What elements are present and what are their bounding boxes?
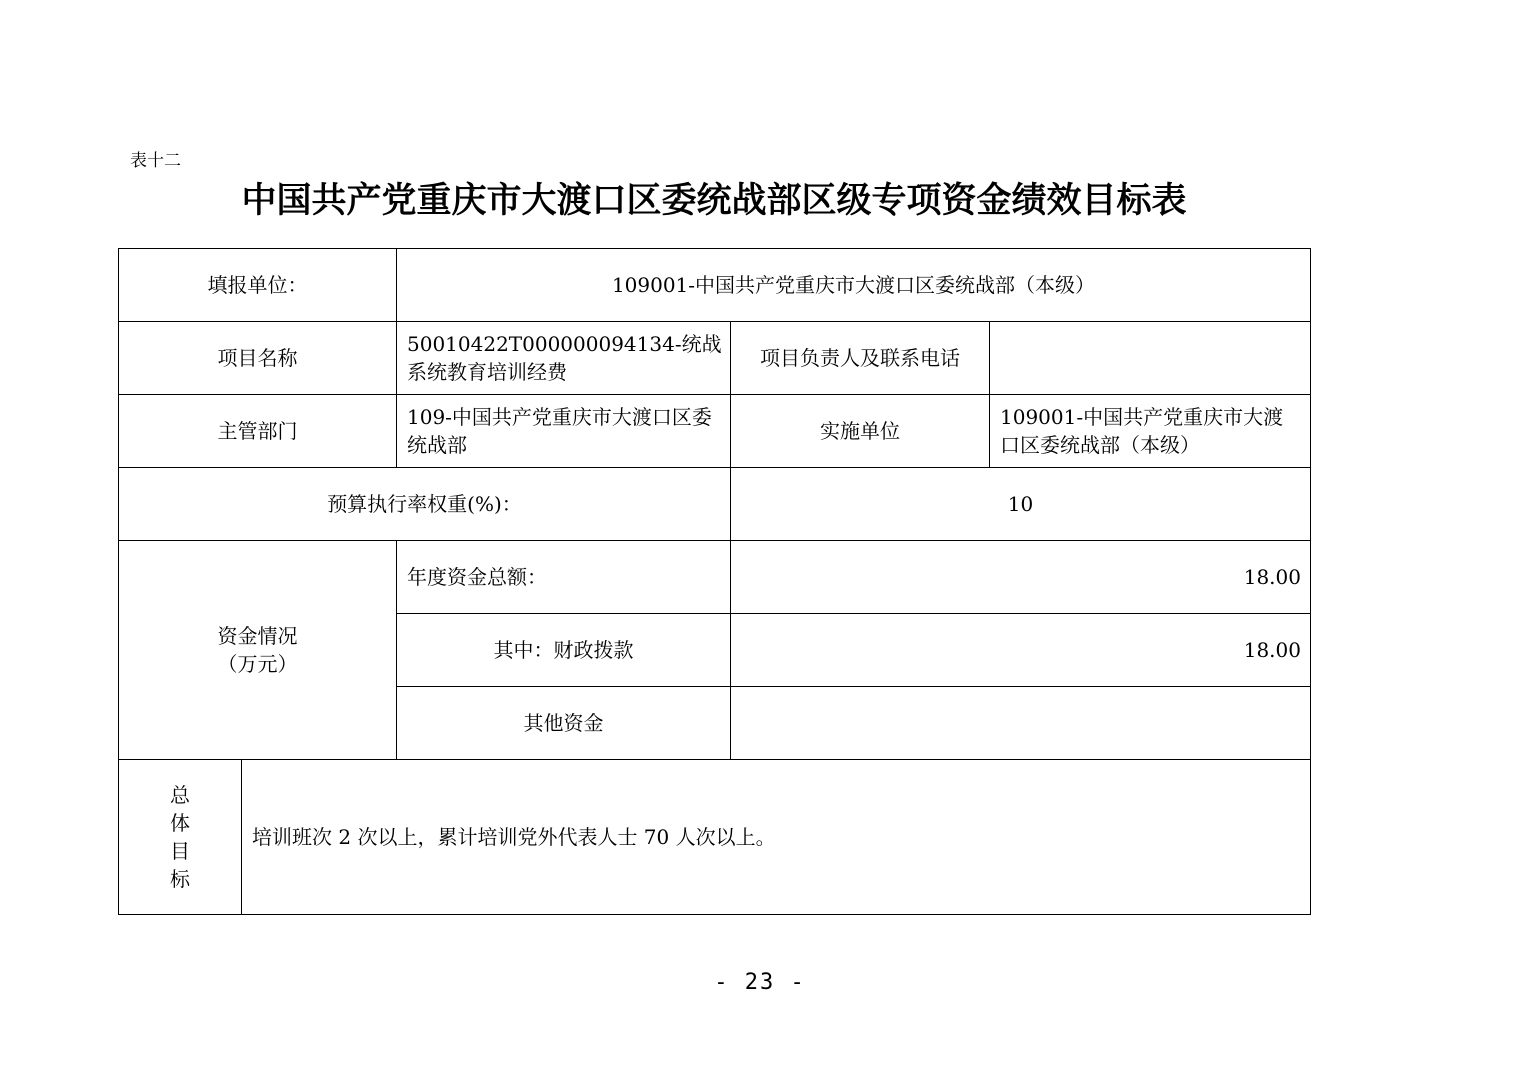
budget-rate-value: 10 — [730, 467, 1311, 541]
overall-goal-char: 标 — [170, 867, 190, 891]
overall-goal-char: 体 — [170, 811, 190, 835]
annual-total-value: 18.00 — [730, 540, 1311, 614]
annual-total-label: 年度资金总额： — [396, 540, 731, 614]
project-name-label: 项目名称 — [118, 321, 397, 395]
funds-label-line1: 资金情况 — [217, 624, 298, 648]
reporting-unit-label: 填报单位： — [118, 248, 397, 322]
page-number: - 23 - — [714, 970, 806, 995]
supervising-dept-value: 109-中国共产党重庆市大渡口区委统战部 — [396, 394, 731, 468]
fiscal-allocation-label: 其中：财政拨款 — [396, 613, 731, 687]
implementing-unit-label: 实施单位 — [730, 394, 990, 468]
project-name-value: 50010422T000000094134-统战系统教育培训经费 — [396, 321, 731, 395]
project-contact-label: 项目负责人及联系电话 — [730, 321, 990, 395]
implementing-unit-value: 109001-中国共产党重庆市大渡口区委统战部（本级） — [989, 394, 1311, 468]
overall-goal-char: 总 — [170, 783, 190, 807]
overall-goal-label — [118, 759, 242, 915]
performance-target-table — [118, 248, 1311, 915]
overall-goal-value: 培训班次 2 次以上，累计培训党外代表人士 70 人次以上。 — [241, 759, 1311, 915]
supervising-dept-label: 主管部门 — [118, 394, 397, 468]
project-contact-value — [989, 321, 1311, 395]
fiscal-allocation-value: 18.00 — [730, 613, 1311, 687]
reporting-unit-value: 109001-中国共产党重庆市大渡口区委统战部（本级） — [396, 248, 1311, 322]
funds-label-line2: （万元） — [217, 652, 298, 676]
funds-label — [118, 540, 397, 760]
table-label: 表十二 — [130, 151, 181, 171]
other-funds-value — [730, 686, 1311, 760]
other-funds-label: 其他资金 — [396, 686, 731, 760]
page-title: 中国共产党重庆市大渡口区委统战部区级专项资金绩效目标表 — [241, 180, 1187, 221]
budget-rate-label: 预算执行率权重(%)： — [118, 467, 731, 541]
overall-goal-char: 目 — [170, 839, 190, 863]
